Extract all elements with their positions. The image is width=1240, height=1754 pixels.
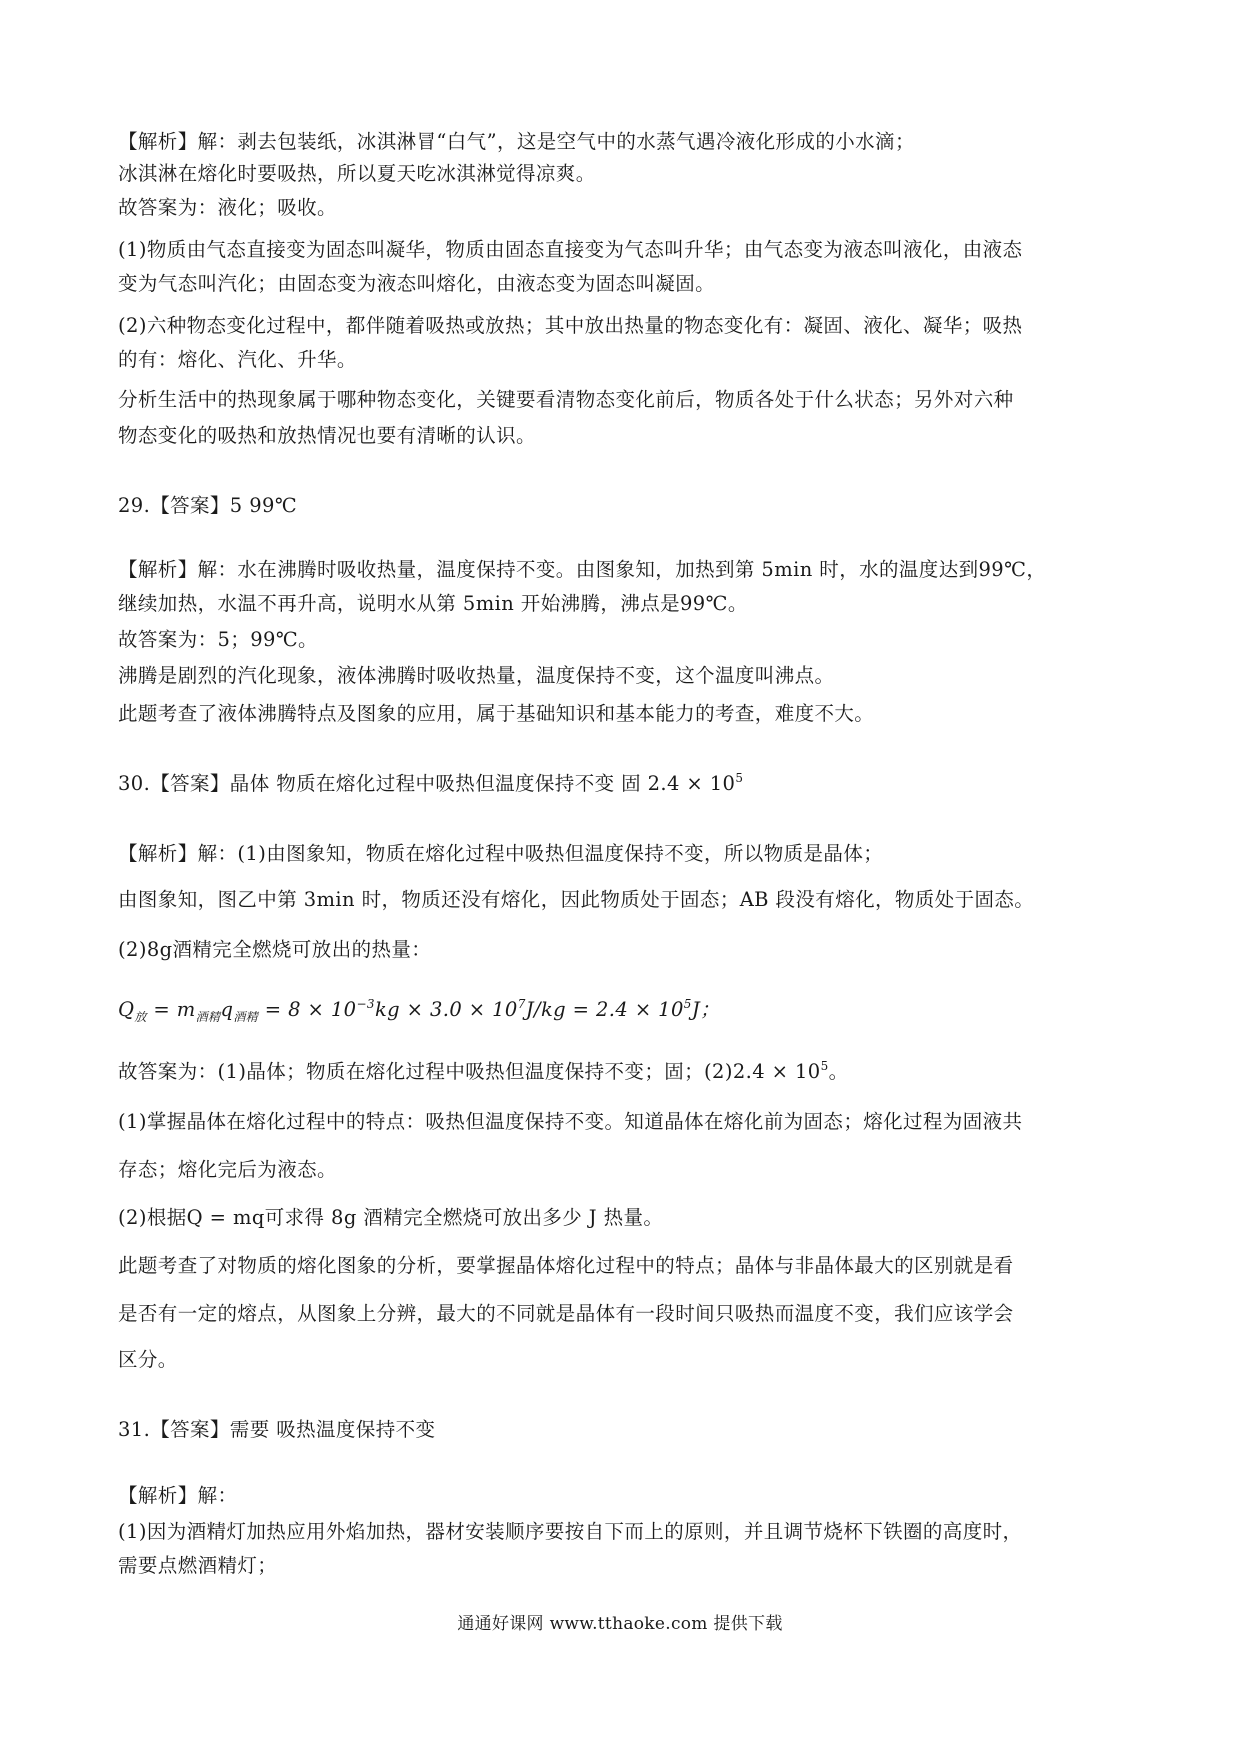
analysis-30-summary-1: 此题考查了对物质的熔化图象的分析，要掌握晶体熔化过程中的特点；晶体与非晶体最大的区别就是看 <box>118 1254 1014 1277</box>
formula-exp-1: −3 <box>356 997 375 1011</box>
analysis-30-note-1b: 存态；熔化完后为液态。 <box>118 1158 337 1181</box>
formula-exp-2: 7 <box>517 997 526 1011</box>
formula-j: J； <box>691 998 720 1021</box>
analysis-31-label: 【解析】解： <box>118 1484 238 1507</box>
analysis-29-summary: 此题考查了液体沸腾特点及图象的应用，属于基础知识和基本能力的考查，难度不大。 <box>118 702 875 725</box>
analysis-28-line-1: 【解析】解：剥去包装纸，冰淇淋冒“白气”，这是空气中的水蒸气遇冷液化形成的小水滴； <box>118 130 915 153</box>
analysis-28-note-2a: (2)六种物态变化过程中，都伴随着吸热或放热；其中放出热量的物态变化有：凝固、液化、凝华；吸热 <box>118 314 1023 337</box>
analysis-28-line-2: 冰淇淋在熔化时要吸热，所以夏天吃冰淇淋觉得凉爽。 <box>118 162 596 185</box>
analysis-31-line-2: 需要点燃酒精灯； <box>118 1554 278 1577</box>
analysis-31-line-1: (1)因为酒精灯加热应用外焰加热，器材安装顺序要按自下而上的原则，并且调节烧杯下铁圈的高度时， <box>118 1520 1023 1543</box>
analysis-28-note-1a: (1)物质由气态直接变为固态叫凝华，物质由固态直接变为气态叫升华；由气态变为液态叫液化，由液态 <box>118 238 1023 261</box>
analysis-30-line-1: 【解析】解：(1)由图象知，物质在熔化过程中吸热但温度保持不变，所以物质是晶体； <box>118 842 884 865</box>
analysis-30-summary-3: 区分。 <box>118 1348 178 1371</box>
analysis-29-answer: 故答案为：5；99℃。 <box>118 628 318 651</box>
analysis-28-answer: 故答案为：液化；吸收。 <box>118 196 337 219</box>
analysis-29-note: 沸腾是剧烈的汽化现象，液体沸腾时吸收热量，温度保持不变，这个温度叫沸点。 <box>118 664 835 687</box>
answer-30-heading <box>118 770 743 798</box>
formula-jkg: J/kg = 2.4 × 10 <box>525 998 684 1021</box>
formula-kg: kg × 3.0 × 10 <box>374 998 518 1021</box>
analysis-30-line-3: (2)8g酒精完全燃烧可放出的热量： <box>118 938 432 961</box>
page-footer: 通通好课网 www.tthaoke.com 提供下载 <box>457 1614 783 1634</box>
analysis-28-summary-1: 分析生活中的热现象属于哪种物态变化，关键要看清物态变化前后，物质各处于什么状态；另外对六种 <box>118 388 1014 411</box>
formula-sub-jiujing-1: 酒精 <box>195 1010 221 1024</box>
analysis-30-answer-end: 。 <box>828 1060 849 1083</box>
formula-eq-m: = m <box>146 998 196 1021</box>
formula-q2: q <box>220 998 234 1021</box>
answer-31-heading: 31.【答案】需要 吸热温度保持不变 <box>118 1418 436 1441</box>
formula-sub-jiujing-2: 酒精 <box>233 1010 259 1024</box>
analysis-30-note-1a: (1)掌握晶体在熔化过程中的特点：吸热但温度保持不变。知道晶体在熔化前为固态；熔化过程为固液共 <box>118 1110 1023 1133</box>
analysis-30-line-2: 由图象知，图乙中第 3min 时，物质还没有熔化，因此物质处于固态；AB 段没有熔化，物质处于固态。 <box>118 888 1035 911</box>
analysis-30-summary-2: 是否有一定的熔点，从图象上分辨，最大的不同就是晶体有一段时间只吸热而温度不变，我们应该学会 <box>118 1302 1014 1325</box>
answer-29-heading: 29.【答案】5 99℃ <box>118 494 298 517</box>
analysis-30-answer <box>118 1058 849 1086</box>
formula-eq-8: = 8 × 10 <box>258 998 357 1021</box>
analysis-30-answer-exp: 5 <box>820 1059 829 1073</box>
formula-exp-3: 5 <box>683 997 692 1011</box>
answer-30-exponent: 5 <box>735 771 744 785</box>
analysis-30-answer-text: 故答案为：(1)晶体；物质在熔化过程中吸热但温度保持不变；固；(2)2.4 × 10 <box>118 1060 821 1083</box>
analysis-28-summary-2: 物态变化的吸热和放热情况也要有清晰的认识。 <box>118 424 536 447</box>
answer-30-text: 30.【答案】晶体 物质在熔化过程中吸热但温度保持不变 固 2.4 × 10 <box>118 772 736 795</box>
formula-q: Q <box>118 998 135 1021</box>
analysis-28-note-1b: 变为气态叫汽化；由固态变为液态叫熔化，由液态变为固态叫凝固。 <box>118 272 716 295</box>
formula-sub-fang: 放 <box>134 1010 147 1024</box>
analysis-30-formula <box>118 996 720 1024</box>
analysis-29-line-2: 继续加热，水温不再升高，说明水从第 5min 开始沸腾，沸点是99℃。 <box>118 592 748 615</box>
analysis-29-line-1: 【解析】解：水在沸腾时吸收热量，温度保持不变。由图象知，加热到第 5min 时，水的温度达到99℃， <box>118 558 1047 581</box>
analysis-28-note-2b: 的有：熔化、汽化、升华。 <box>118 348 357 371</box>
analysis-30-note-2: (2)根据Q = mq可求得 8g 酒精完全燃烧可放出多少 J 热量。 <box>118 1206 664 1229</box>
